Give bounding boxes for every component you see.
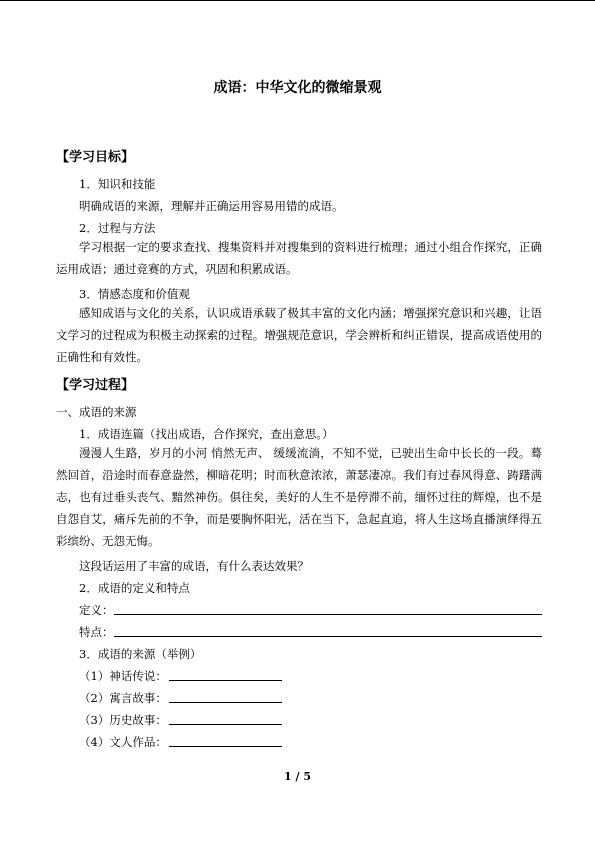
objectives-heading: 【学习目标】 (56, 150, 135, 165)
objective-1-title: 1．知识和技能 (79, 177, 156, 191)
definition-blank[interactable] (114, 614, 542, 615)
page-title: 成语：中华文化的微缩景观 (213, 80, 382, 96)
source-history-label: （3）历史故事： (79, 713, 167, 727)
source-myth-blank[interactable] (169, 680, 282, 681)
source-literature-label: （4）文人作品： (79, 735, 167, 749)
source-history-blank[interactable] (169, 724, 282, 725)
section-1-title: 一、成语的来源 (56, 405, 137, 419)
objective-2-text: 学习根据一定的要求查找、搜集资料并对搜集到的资料进行梳理；通过小组合作探究，正确运用成语；通过竞赛的方式，巩固和积累成语。 (56, 240, 542, 276)
objective-3-text: 感知成语与文化的关系，认识成语承载了极其丰富的文化内涵；增强探究意识和兴趣，让语文学习的过程成为积极主动探索的过程。增强规范意识，学会辨析和纠正错误，提高成语使用的正确性和有效性。 (56, 306, 542, 364)
page-number: 1 / 5 (284, 770, 311, 783)
objective-2-title: 2．过程与方法 (79, 221, 156, 235)
idiom-passage: 漫漫人生路，岁月的小河 悄然无声、 缓缓流淌，不知不觉，已驶出生命中长长的一段。蓦然回首，沿途时而春意盎然，柳暗花明；时而秋意浓浓，萧瑟凄凉。我们有过春风得意、踌躇满志，也有过垂头丧气、黯然神伤。俱往矣，美好的人生不是停滞不前，缅怀过往的辉煌，也不是自怨自艾，痛斥先前的不争，而是要胸怀阳光，活在当下，急起直追，将人生这场直播演绎得五彩缤纷、无怨无悔。 (56, 446, 542, 548)
section-1-1-title: 1．成语连篇（找出成语，合作探究，查出意思。） (79, 427, 334, 441)
feature-blank[interactable] (114, 636, 542, 637)
process-heading: 【学习过程】 (56, 378, 135, 393)
feature-label: 特点： (79, 625, 114, 639)
top-rule (0, 0, 595, 1)
objective-1-text: 明确成语的来源，理解并正确运用容易用错的成语。 (79, 199, 344, 213)
section-1-3-title: 3．成语的来源（举例） (79, 647, 202, 661)
definition-label: 定义： (79, 603, 114, 617)
passage-question: 这段话运用了丰富的成语，有什么表达效果？ (79, 559, 309, 573)
objective-3-title: 3．情感态度和价值观 (79, 287, 190, 301)
source-myth-label: （1）神话传说： (79, 669, 167, 683)
source-fable-label: （2）寓言故事： (79, 691, 167, 705)
source-literature-blank[interactable] (169, 746, 282, 747)
section-1-2-title: 2．成语的定义和特点 (79, 581, 190, 595)
source-fable-blank[interactable] (169, 702, 282, 703)
